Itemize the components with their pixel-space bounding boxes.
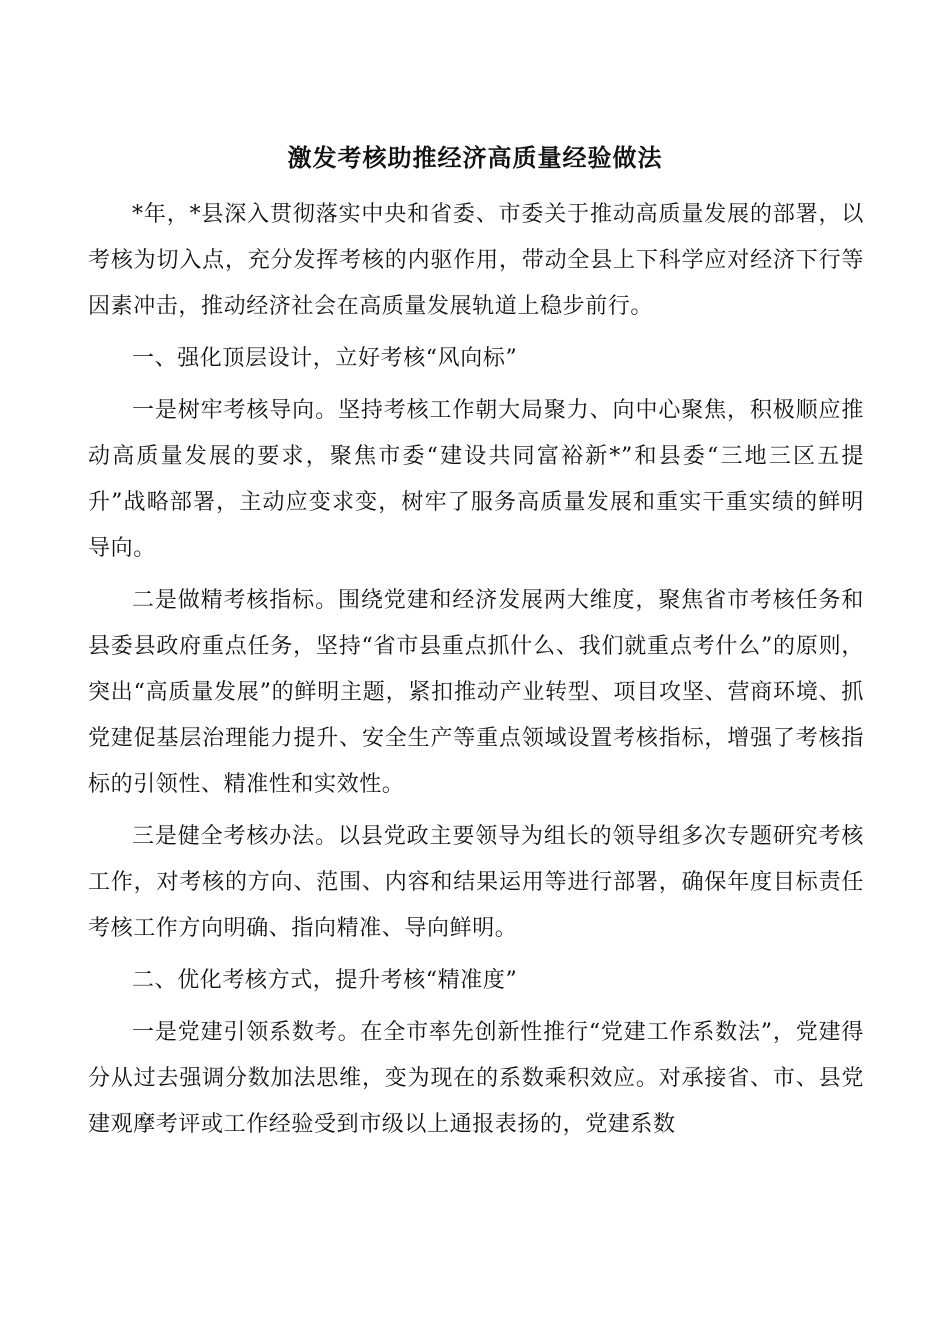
document-title: 激发考核助推经济高质量经验做法 xyxy=(287,144,663,172)
section-1-heading: 一、强化顶层设计，立好考核“风向标” xyxy=(132,346,518,371)
section-2-heading: 二、优化考核方式，提升考核“精准度” xyxy=(132,968,518,993)
section-1-paragraph-3: 三是健全考核办法。以县党政主要领导为组长的领导组多次专题研究考核工作，对考核的方向、范围、内容和结果运用等进行部署，确保年度目标责任考核工作方向明确、指向精准、导向鲜明。 xyxy=(88,824,864,941)
section-1-paragraph-2: 二是做精考核指标。围绕党建和经济发展两大维度，聚焦省市考核任务和县委县政府重点任务，坚持“省市县重点抓什么、我们就重点考什么”的原则，突出“高质量发展”的鲜明主题，紧扣推动产业转型、项目攻坚、营商环境、抓党建促基层治理能力提升、安全生产等重点领域设置考核指标，增强了考核指标的引领性、精准性和实效性。 xyxy=(88,588,864,797)
document-body xyxy=(88,192,864,1148)
intro-paragraph: *年，*县深入贯彻落实中央和省委、市委关于推动高质量发展的部署，以考核为切入点，充分发挥考核的内驱作用，带动全县上下科学应对经济下行等因素冲击，推动经济社会在高质量发展轨道上稳步前行。 xyxy=(88,202,864,319)
section-2-paragraph-1: 一是党建引领系数考。在全市率先创新性推行“党建工作系数法”，党建得分从过去强调分数加法思维，变为现在的系数乘积效应。对承接省、市、县党建观摩考评或工作经验受到市级以上通报表扬的，党建系数 xyxy=(88,1020,864,1137)
section-1-paragraph-1: 一是树牢考核导向。坚持考核工作朝大局聚力、向中心聚焦，积极顺应推动高质量发展的要求，聚焦市委“建设共同富裕新*”和县委“三地三区五提升”战略部署，主动应变求变，树牢了服务高质量发展和重实干重实绩的鲜明导向。 xyxy=(88,398,864,561)
